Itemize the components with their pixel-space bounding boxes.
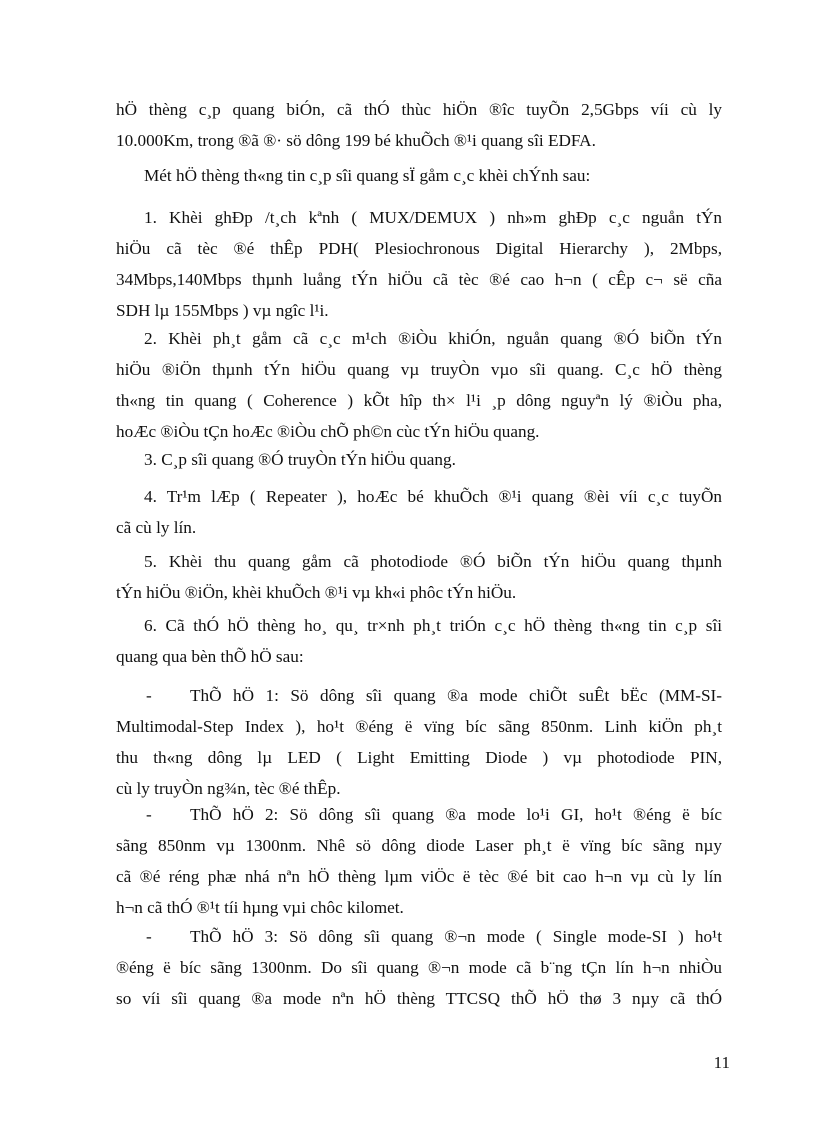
list-dash: - xyxy=(146,927,152,946)
paragraph xyxy=(116,610,722,672)
text-line: 1. Khèi ghÐp /t¸ch kªnh ( MUX/DEMUX ) nh»m ghÐp c¸c nguån tÝn xyxy=(144,208,722,227)
text-line: 4. Tr¹m lÆp ( Repeater ), hoÆc bé khuÕch ®¹i quang ®èi víi c¸c tuyÕn xyxy=(144,487,722,506)
list-item xyxy=(116,680,722,804)
text-line xyxy=(116,921,722,952)
text-line: 3. C¸p sîi quang ®Ó truyÒn tÝn hiÖu quang. xyxy=(144,450,456,469)
text-line: h¬n cã thÓ ®¹t tíi hµng vµi chôc kilomet. xyxy=(116,898,404,917)
text-line: cã cù ly lín. xyxy=(116,518,197,537)
text-line: 5. Khèi thu quang gåm cã photodiode ®Ó biÕn tÝn hiÖu quang thµnh xyxy=(144,552,722,571)
list-dash: - xyxy=(146,686,152,705)
text-line: 10.000Km, trong ®ã ®· sö dông 199 bé khuÕch ®¹i quang sîi EDFA. xyxy=(116,131,596,150)
text-line: th«ng tin quang ( Coherence ) kÕt hîp th× l¹i ¸p dông nguyªn lý ®iÒu pha, xyxy=(116,391,722,410)
text-line: ®éng ë bíc sãng 1300nm. Do sîi quang ®¬n mode cã b¨ng tÇn lín h¬n nhiÒu xyxy=(116,958,722,977)
text-line: thu th«ng dông lµ LED ( Light Emitting Diode ) vµ photodiode PIN, xyxy=(116,748,722,767)
paragraph xyxy=(116,481,722,543)
text-line: hoÆc ®iÒu tÇn hoÆc ®iÒu chÕ ph©n cùc tÝn hiÖu quang. xyxy=(116,422,540,441)
page-number: 11 xyxy=(713,1053,730,1072)
paragraph xyxy=(116,323,722,447)
text-line: tÝn hiÖu ®iÖn, khèi khuÕch ®¹i vµ kh«i phôc tÝn hiÖu. xyxy=(116,583,517,602)
paragraph xyxy=(116,160,722,191)
text-line: SDH lµ 155Mbps ) vµ ngîc l¹i. xyxy=(116,301,329,320)
text-line: cã ®é réng phæ nhá nªn hÖ thèng lµm viÖc ë tèc ®é bit cao h¬n vµ cù ly lín xyxy=(116,867,722,886)
text-line: 2. Khèi ph¸t gåm cã c¸c m¹ch ®iÒu khiÓn, nguån quang ®Ó biÕn tÝn xyxy=(144,329,722,348)
text-line: Mét hÖ thèng th«ng tin c¸p sîi quang sÏ gåm c¸c khèi chÝnh sau: xyxy=(144,166,591,185)
paragraph xyxy=(116,202,722,326)
text-line: hiÖu cã tèc ®é thÊp PDH( Plesiochronous Digital Hierarchy ), 2Mbps, xyxy=(116,239,722,258)
text-line: quang qua bèn thÕ hÖ sau: xyxy=(116,647,304,666)
text-line: Multimodal-Step Index ), ho¹t ®éng ë vïng bíc sãng 850nm. Linh kiÖn ph¸t xyxy=(116,717,722,736)
paragraph xyxy=(116,94,722,156)
list-dash: - xyxy=(146,805,152,824)
paragraph xyxy=(116,546,722,608)
text-line: 34Mbps,140Mbps thµnh luång tÝn hiÖu cã tèc ®é cao h¬n ( cÊp c¬ së cña xyxy=(116,270,722,289)
paragraph xyxy=(116,444,722,475)
text-line: sãng 850nm vµ 1300nm. Nhê sö dông diode Laser ph¸t ë vïng bíc sãng nµy xyxy=(116,836,722,855)
text-line xyxy=(116,799,722,830)
text-line: cù ly truyÒn ng¾n, tèc ®é thÊp. xyxy=(116,779,341,798)
list-item-text: ThÕ hÖ 3: Sö dông sîi quang ®¬n mode ( Single mode-SI ) ho¹t xyxy=(190,927,722,946)
list-item xyxy=(116,799,722,923)
text-line: hÖ thèng c¸p quang biÓn, cã thÓ thùc hiÖn ®îc tuyÕn 2,5Gbps víi cù ly xyxy=(116,100,722,119)
text-line xyxy=(116,680,722,711)
list-item-text: ThÕ hÖ 1: Sö dông sîi quang ®a mode chiÕt suÊt bËc (MM-SI- xyxy=(190,686,722,705)
list-item-text: ThÕ hÖ 2: Sö dông sîi quang ®a mode lo¹i GI, ho¹t ®éng ë bíc xyxy=(190,805,722,824)
list-item xyxy=(116,921,722,1014)
text-line: so víi sîi quang ®a mode nªn hÖ thèng TTCSQ thÕ hÖ thø 3 nµy cã thÓ xyxy=(116,989,722,1008)
text-line: hiÖu ®iÖn thµnh tÝn hiÖu quang vµ truyÒn vµo sîi quang. C¸c hÖ thèng xyxy=(116,360,722,379)
text-line: 6. Cã thÓ hÖ thèng ho¸ qu¸ tr×nh ph¸t triÓn c¸c hÖ thèng th«ng tin c¸p sîi xyxy=(144,616,722,635)
